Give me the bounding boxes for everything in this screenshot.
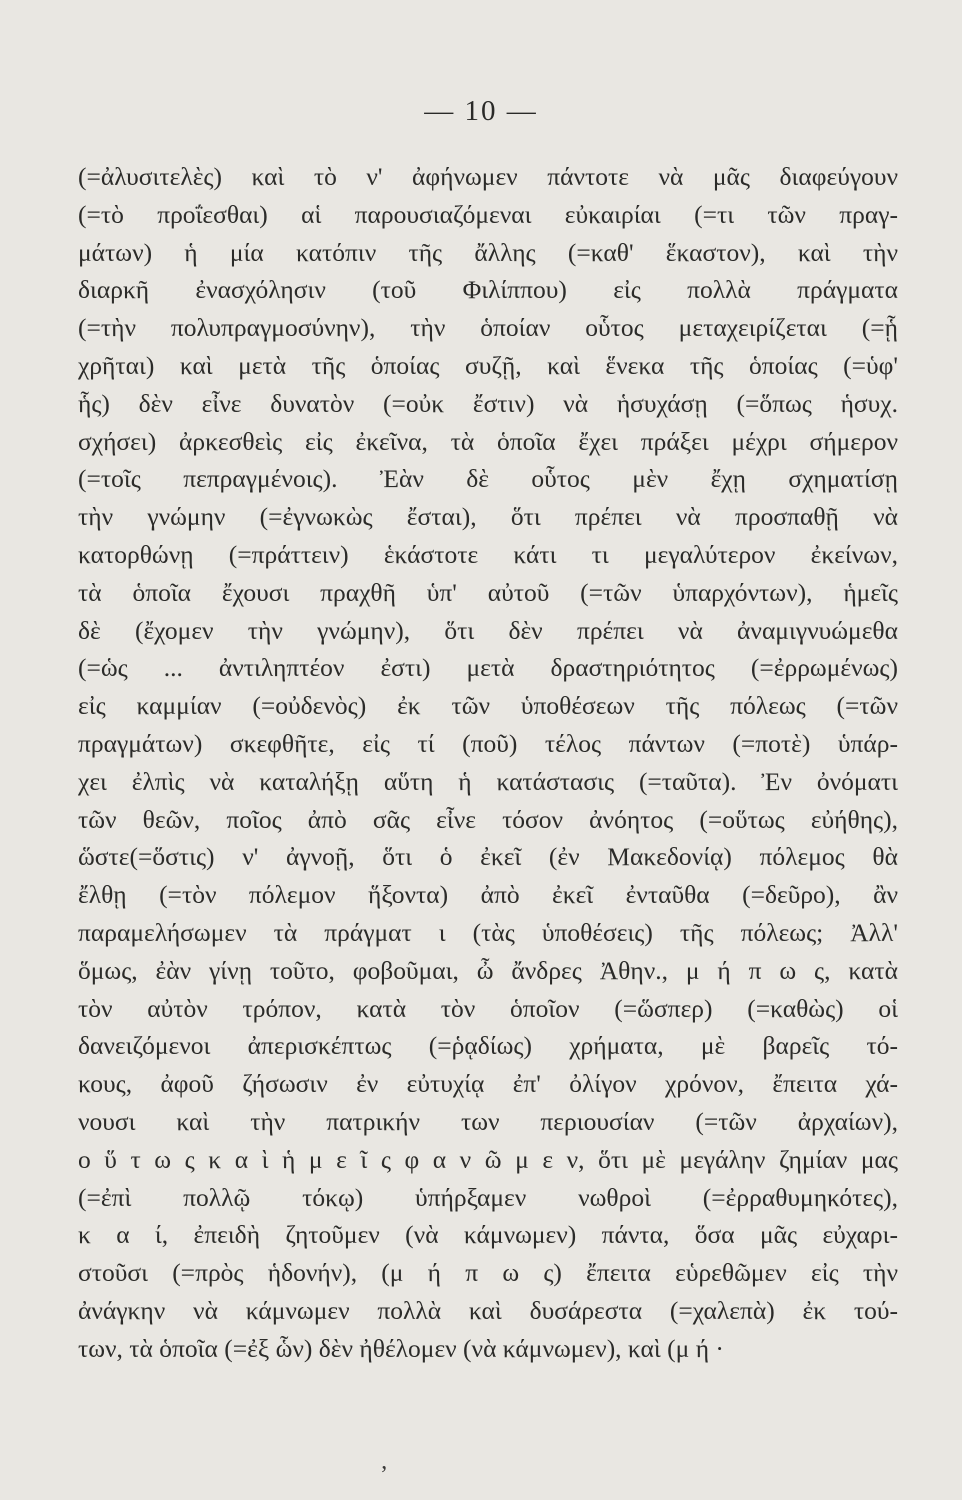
text-line: (=ὡς ... ἀντιληπτέον ἐστι) μετὰ δραστηριότητος (=ἐρρωμένως) bbox=[78, 653, 898, 683]
text-line: δανειζόμενοι ἀπερισκέπτως (=ῥᾳδίως) χρήματα, μὲ βαρεῖς τό- bbox=[78, 1031, 898, 1061]
text-line: ὅμως, ἐὰν γίνῃ τοῦτο, φοβοῦμαι, ὦ ἄνδρες Ἀθην., μ ή π ω ς, κατὰ bbox=[78, 955, 898, 985]
text-line: σχήσει) ἀρκεσθεὶς εἰς ἐκεῖνα, τὰ ὁποῖα ἔχει πράξει μέχρι σήμερον bbox=[78, 426, 898, 456]
text-line: τὸν αὐτὸν τρόπον, κατὰ τὸν ὁποῖον (=ὥσπερ) (=καθὼς) οἱ bbox=[78, 993, 898, 1023]
text-line: τῶν θεῶν, ποῖος ἀπὸ σᾶς εἶνε τόσον ἀνόητος (=οὕτως εὐήθης), bbox=[78, 804, 898, 834]
text-line: (=τοῖς πεπραγμένοις). Ἐὰν δὲ οὗτος μὲν ἔχῃ σχηματίσῃ bbox=[78, 464, 898, 494]
text-line: ἧς) δὲν εἶνε δυνατὸν (=οὐκ ἔστιν) νὰ ἡσυχάσῃ (=ὅπως ἡσυχ. bbox=[78, 388, 898, 418]
text-line: εἰς καμμίαν (=οὐδενὸς) ἐκ τῶν ὑποθέσεων τῆς πόλεως (=τῶν bbox=[78, 691, 898, 721]
text-line: (=ἐπὶ πολλῷ τόκῳ) ὑπήρξαμεν νωθροὶ (=ἐρραθυμηκότες), bbox=[78, 1182, 898, 1212]
text-line: τὰ ὁποῖα ἔχουσι πραχθῆ ὑπ' αὐτοῦ (=τῶν ὑπαρχόντων), ἡμεῖς bbox=[78, 577, 898, 607]
text-line: μάτων) ἡ μία κατόπιν τῆς ἄλλης (=καθ' ἕκαστον), καὶ τὴν bbox=[78, 237, 898, 267]
text-line: κατορθώνῃ (=πράττειν) ἑκάστοτε κάτι τι μεγαλύτερον ἐκείνων, bbox=[78, 539, 898, 569]
text-line: (=ἀλυσιτελὲς) καὶ τὸ ν' ἀφήνωμεν πάντοτε νὰ μᾶς διαφεύγουν bbox=[78, 162, 898, 191]
text-line: (=τὸ προΐεσθαι) αἱ παρουσιαζόμεναι εὐκαιρίαι (=τι τῶν πραγ- bbox=[78, 199, 898, 229]
text-line: νουσι καὶ τὴν πατρικήν των περιουσίαν (=τῶν ἀρχαίων), bbox=[78, 1106, 898, 1136]
footer-mark: ʼ bbox=[380, 1462, 388, 1488]
text-line: πραγμάτων) σκεφθῆτε, εἰς τί (ποῦ) τέλος πάντων (=ποτὲ) ὑπάρ- bbox=[78, 728, 898, 758]
text-line: κους, ἀφοῦ ζήσωσιν ἐν εὐτυχίᾳ ἐπ' ὀλίγον χρόνον, ἔπειτα χά- bbox=[78, 1069, 898, 1099]
text-line: στοῦσι (=πρὸς ἡδονήν), (μ ή π ω ς) ἔπειτα εὑρεθῶμεν εἰς τὴν bbox=[78, 1258, 898, 1288]
text-line: τὴν γνώμην (=ἐγνωκὼς ἔσται), ὅτι πρέπει νὰ προσπαθῇ νὰ bbox=[78, 502, 898, 532]
text-line: χει ἐλπὶς νὰ καταλήξῃ αὕτη ἡ κατάστασις (=ταῦτα). Ἐν ὀνόματι bbox=[78, 766, 898, 796]
text-line: παραμελήσωμεν τὰ πράγματ ι (τὰς ὑποθέσεις) τῆς πόλεως; Ἀλλ' bbox=[78, 917, 898, 947]
page-number: — 10 — bbox=[424, 95, 538, 127]
text-line: ἔλθῃ (=τὸν πόλεμον ἥξοντα) ἀπὸ ἐκεῖ ἐνταῦθα (=δεῦρο), ἂν bbox=[78, 880, 898, 910]
body-text bbox=[78, 158, 898, 1368]
text-line: χρῆται) καὶ μετὰ τῆς ὁποίας συζῇ, καὶ ἕνεκα τῆς ὁποίας (=ὑφ' bbox=[78, 350, 898, 380]
text-line: ὥστε(=ὅστις) ν' ἀγνοῇ, ὅτι ὁ ἐκεῖ (ἐν Μακεδονίᾳ) πόλεμος θὰ bbox=[78, 842, 898, 872]
text-line: διαρκῆ ἐνασχόλησιν (τοῦ Φιλίππου) εἰς πολλὰ πράγματα bbox=[78, 275, 898, 305]
text-line: ο ὕ τ ω ς κ α ὶ ἡ μ ε ῖ ς φ α ν ῶ μ ε ν, ὅτι μὲ μεγάλην ζημίαν μας bbox=[78, 1144, 898, 1174]
text-line: κ α ί, ἐπειδὴ ζητοῦμεν (νὰ κάμνωμεν) πάντα, ὅσα μᾶς εὐχαρι- bbox=[78, 1220, 898, 1250]
text-line: ἀνάγκην νὰ κάμνωμεν πολλὰ καὶ δυσάρεστα (=χαλεπὰ) ἐκ τού- bbox=[78, 1295, 898, 1325]
text-line: (=τὴν πολυπραγμοσύνην), τὴν ὁποίαν οὗτος μεταχειρίζεται (=ᾗ bbox=[78, 313, 898, 343]
text-line: δὲ (ἔχομεν τὴν γνώμην), ὅτι δὲν πρέπει νὰ ἀναμιγνυώμεθα bbox=[78, 615, 898, 645]
text-line: των, τὰ ὁποῖα (=ἐξ ὧν) δὲν ἠθέλομεν (νὰ κάμνωμεν), καὶ (μ ή · bbox=[78, 1333, 724, 1363]
